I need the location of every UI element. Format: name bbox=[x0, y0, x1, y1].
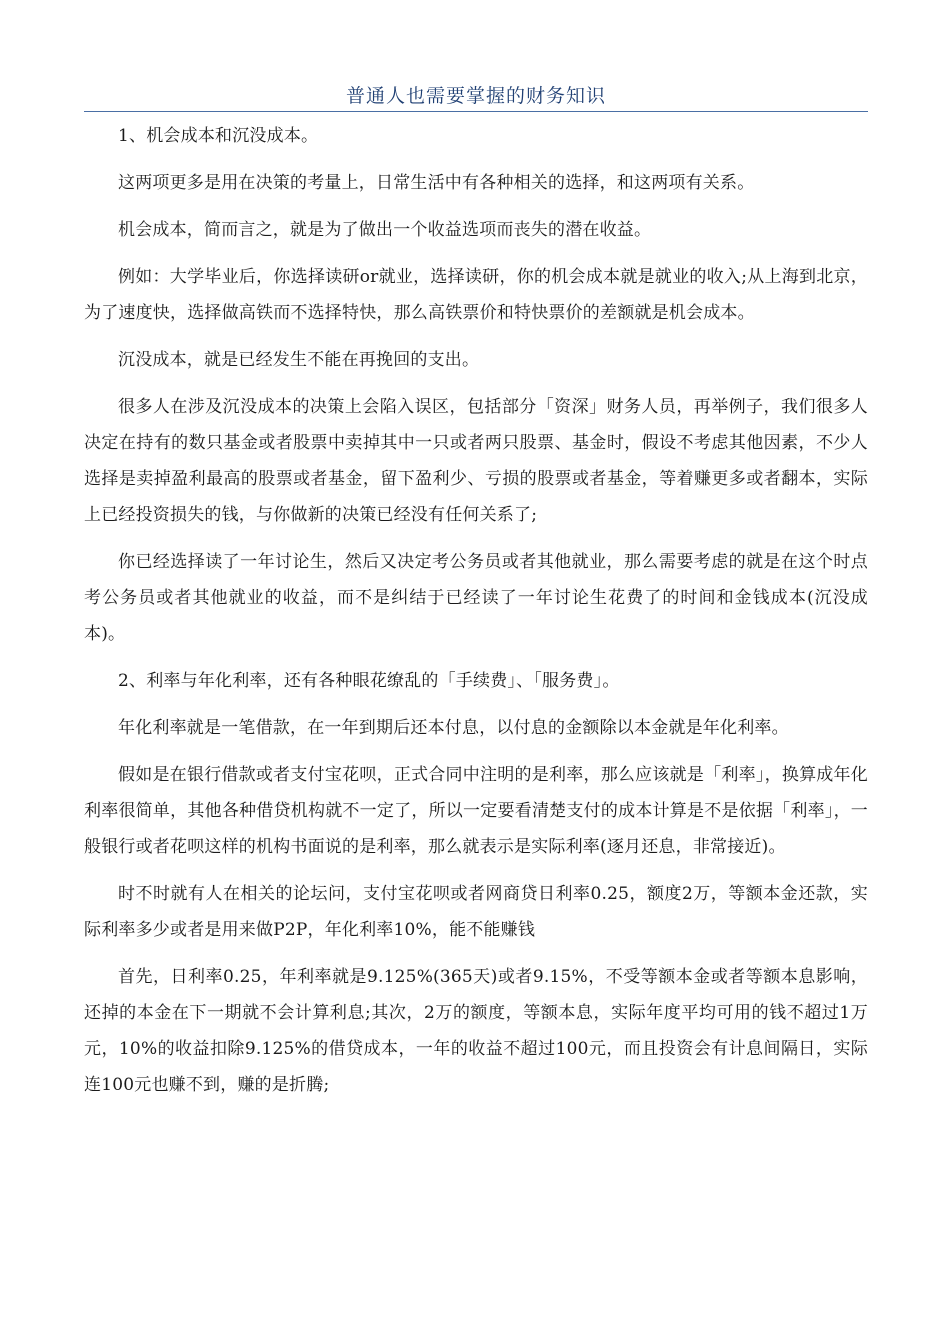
paragraph-heading-1: 1、机会成本和沉没成本。 bbox=[118, 126, 319, 146]
paragraph: 机会成本，简而言之，就是为了做出一个收益选项而丧失的潜在收益。 bbox=[118, 220, 652, 240]
paragraph: 很多人在涉及沉没成本的决策上会陷入误区，包括部分「资深」财务人员，再举例子，我们很多人决定在持有的数只基金或者股票中卖掉其中一只或者两只股票、基金时，假设不考虑其他因素，不少人选择是卖掉盈利最高的股票或者基金，留下盈利少、亏损的股票或者基金，等着赚更多或者翻本，实际上已经投资损失的钱，与你做新的决策已经没有任何关系了; bbox=[84, 397, 868, 525]
paragraph: 假如是在银行借款或者支付宝花呗，正式合同中注明的是利率，那么应该就是「利率」，换算成年化利率很简单，其他各种借贷机构就不一定了，所以一定要看清楚支付的成本计算是不是依据「利率」，一般银行或者花呗这样的机构书面说的是利率，那么就表示是实际利率(逐月还息，非常接近)。 bbox=[84, 765, 868, 857]
paragraph: 沉没成本，就是已经发生不能在再挽回的支出。 bbox=[118, 350, 480, 370]
paragraph: 例如：大学毕业后，你选择读研or就业，选择读研，你的机会成本就是就业的收入;从上海到北京，为了速度快，选择做高铁而不选择特快，那么高铁票价和特快票价的差额就是机会成本。 bbox=[84, 267, 868, 323]
paragraph: 你已经选择读了一年讨论生，然后又决定考公务员或者其他就业，那么需要考虑的就是在这个时点考公务员或者其他就业的收益，而不是纠结于已经读了一年讨论生花费了的时间和金钱成本(沉没成本)。 bbox=[84, 552, 868, 644]
paragraph: 时不时就有人在相关的论坛问，支付宝花呗或者网商贷日利率0.25，额度2万，等额本金还款，实际利率多少或者是用来做P2P，年化利率10%，能不能赚钱 bbox=[84, 884, 868, 940]
paragraph: 这两项更多是用在决策的考量上，日常生活中有各种相关的选择，和这两项有关系。 bbox=[118, 173, 755, 193]
paragraph-heading-2: 2、利率与年化利率，还有各种眼花缭乱的「手续费」、「服务费」。 bbox=[118, 671, 620, 691]
paragraph: 首先，日利率0.25，年利率就是9.125%(365天)或者9.15%，不受等额本金或者等额本息影响，还掉的本金在下一期就不会计算利息;其次，2万的额度，等额本息，实际年度平均可用的钱不超过1万元，10%的收益扣除9.125%的借贷成本，一年的收益不超过100元，而且投资会有计息间隔日，实际连100元也赚不到，赚的是折腾; bbox=[84, 967, 868, 1095]
title-underline bbox=[84, 111, 868, 112]
paragraph: 年化利率就是一笔借款，在一年到期后还本付息，以付息的金额除以本金就是年化利率。 bbox=[118, 718, 789, 738]
document-page bbox=[84, 0, 868, 1103]
document-title: 普通人也需要掌握的财务知识 bbox=[345, 85, 606, 107]
